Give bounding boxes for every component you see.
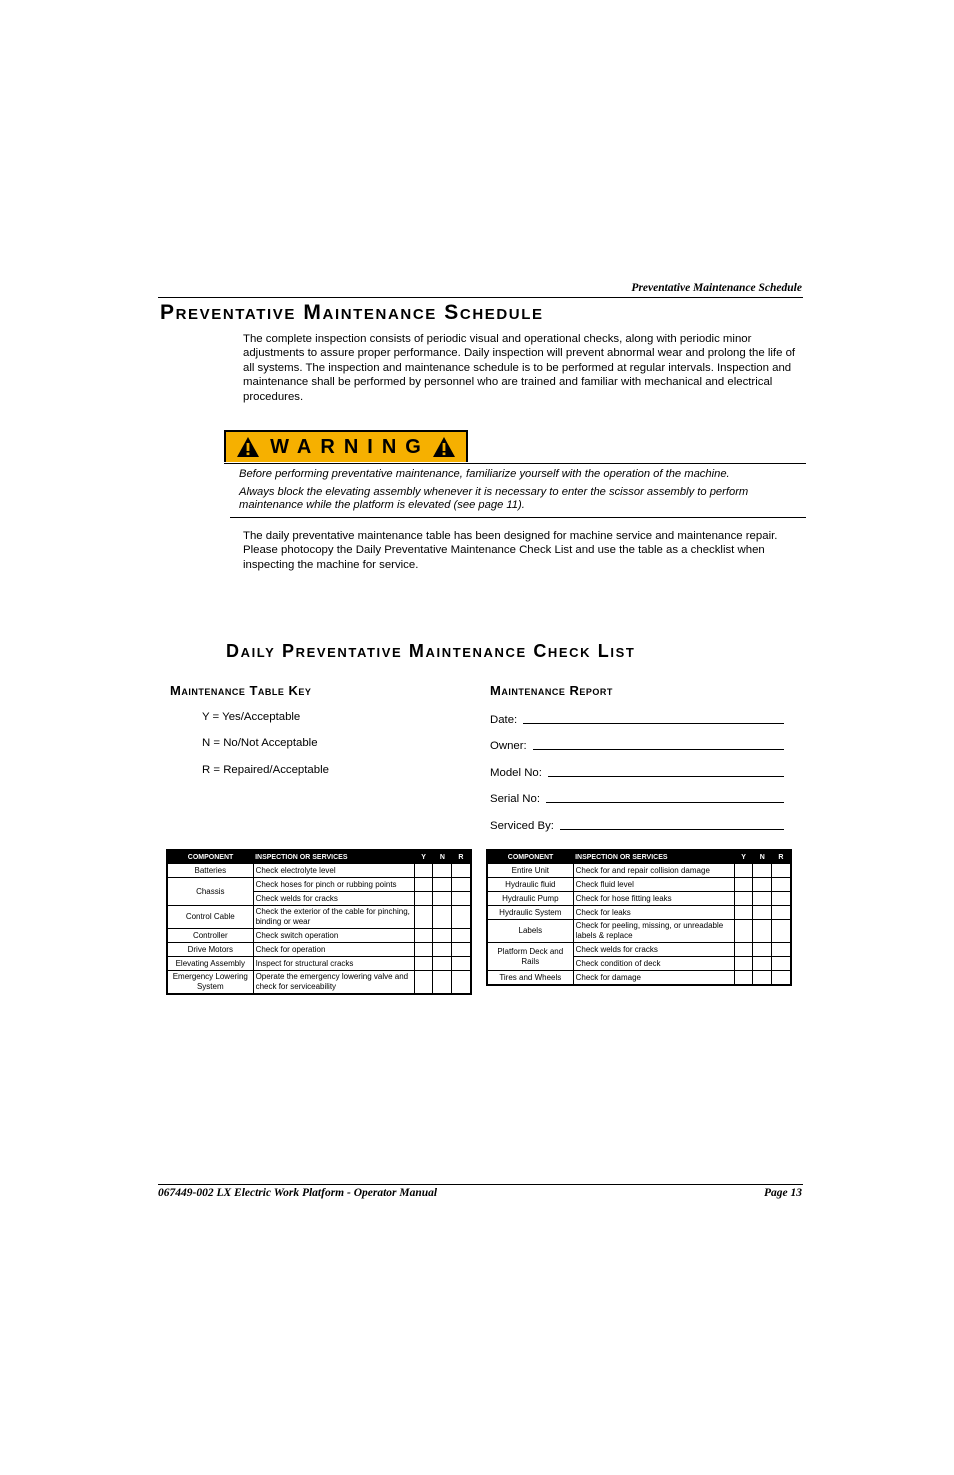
warning-triangle-icon	[432, 436, 456, 458]
inspection-cell: Check for peeling, missing, or unreadable labels & replace	[573, 920, 734, 943]
inspection-cell: Check condition of deck	[573, 957, 734, 971]
check-box-n[interactable]	[433, 929, 452, 943]
check-box-r[interactable]	[772, 906, 791, 920]
check-box-y[interactable]	[734, 864, 753, 878]
check-box-n[interactable]	[433, 878, 452, 892]
check-box-r[interactable]	[772, 864, 791, 878]
table-row	[487, 892, 791, 906]
check-box-y[interactable]	[734, 957, 753, 971]
component-cell: Platform Deck and Rails	[487, 943, 573, 971]
component-cell: Controller	[167, 929, 253, 943]
col-component: COMPONENT	[487, 850, 573, 864]
table-row	[167, 971, 471, 995]
check-box-r[interactable]	[452, 878, 471, 892]
table-row	[167, 864, 471, 878]
check-box-n[interactable]	[433, 957, 452, 971]
check-box-y[interactable]	[414, 929, 433, 943]
check-box-n[interactable]	[433, 971, 452, 995]
footer-rule	[158, 1184, 803, 1185]
component-cell: Labels	[487, 920, 573, 943]
warning-label: WARNING	[270, 435, 430, 458]
check-box-r[interactable]	[452, 971, 471, 995]
table-row	[487, 864, 791, 878]
component-cell: Drive Motors	[167, 943, 253, 957]
component-cell: Control Cable	[167, 906, 253, 929]
warning-rule-bottom	[230, 517, 806, 518]
check-box-y[interactable]	[734, 906, 753, 920]
inspection-cell: Check the exterior of the cable for pinching, binding or wear	[253, 906, 414, 929]
intro-paragraph: The complete inspection consists of periodic visual and operational checks, along with periodic minor adjustments to assure proper performance. Daily inspection will prevent abnormal wear and prolong the life of all systems. The inspection and maintenance schedule is to be performed at regular intervals. Inspection and maintenance shall be performed by personnel who are trained and familiar with mechanical and electrical procedures.	[243, 333, 796, 403]
running-header: Preventative Maintenance Schedule	[631, 282, 802, 294]
inspection-cell: Check for leaks	[573, 906, 734, 920]
table-row	[167, 943, 471, 957]
page-title: Preventative Maintenance Schedule	[160, 301, 544, 324]
report-field-label: Date:	[490, 714, 518, 726]
component-cell: Emergency Lowering System	[167, 971, 253, 995]
component-cell: Hydraulic fluid	[487, 878, 573, 892]
check-box-y[interactable]	[414, 957, 433, 971]
inspection-cell: Check switch operation	[253, 929, 414, 943]
table-row	[487, 971, 791, 986]
col-inspection: INSPECTION OR SERVICES	[573, 850, 734, 864]
table-row	[167, 906, 471, 929]
check-box-n[interactable]	[753, 892, 772, 906]
inspection-cell: Check for hose fitting leaks	[573, 892, 734, 906]
warning-text-2: Always block the elevating assembly whenever it is necessary to enter the scissor assembly to perform maintenance while the platform is elevated (see page 11).	[239, 486, 749, 511]
table-row	[167, 878, 471, 892]
table-row	[487, 906, 791, 920]
check-box-y[interactable]	[414, 971, 433, 995]
inspection-cell: Check electrolyte level	[253, 864, 414, 878]
component-cell: Hydraulic Pump	[487, 892, 573, 906]
header-rule	[158, 297, 803, 298]
check-box-r[interactable]	[772, 892, 791, 906]
inspection-cell: Check for operation	[253, 943, 414, 957]
check-box-n[interactable]	[433, 864, 452, 878]
checklist-table-right	[486, 849, 792, 986]
check-box-y[interactable]	[414, 878, 433, 892]
table-row	[487, 920, 791, 943]
inspection-cell: Inspect for structural cracks	[253, 957, 414, 971]
table-row	[487, 878, 791, 892]
check-box-y[interactable]	[734, 920, 753, 943]
check-box-y[interactable]	[414, 906, 433, 929]
check-box-y[interactable]	[414, 864, 433, 878]
report-field-owner[interactable]	[490, 736, 784, 752]
report-heading: Maintenance Report	[490, 683, 613, 698]
check-box-n[interactable]	[753, 878, 772, 892]
check-box-y[interactable]	[734, 878, 753, 892]
col-y: Y	[734, 850, 753, 864]
page-number: Page 13	[763, 1187, 802, 1199]
check-box-y[interactable]	[734, 892, 753, 906]
check-box-r[interactable]	[452, 957, 471, 971]
report-field-label: Model No:	[490, 767, 542, 779]
check-box-n[interactable]	[753, 906, 772, 920]
check-box-r[interactable]	[452, 943, 471, 957]
col-n: N	[753, 850, 772, 864]
check-box-n[interactable]	[753, 864, 772, 878]
check-box-y[interactable]	[734, 943, 753, 957]
inspection-cell: Check for damage	[573, 971, 734, 986]
check-box-r[interactable]	[772, 878, 791, 892]
report-field-date[interactable]	[490, 710, 784, 726]
component-cell: Entire Unit	[487, 864, 573, 878]
warning-banner	[224, 430, 468, 462]
inspection-cell: Check for and repair collision damage	[573, 864, 734, 878]
key-heading: Maintenance Table Key	[170, 683, 312, 698]
inspection-cell: Check welds for cracks	[573, 943, 734, 957]
report-field-serviced-by[interactable]	[490, 816, 784, 832]
table-row	[167, 929, 471, 943]
check-box-y[interactable]	[414, 943, 433, 957]
blank-line	[533, 749, 784, 750]
col-component: COMPONENT	[167, 850, 253, 864]
check-box-r[interactable]	[772, 971, 791, 986]
col-r: R	[452, 850, 471, 864]
checklist-table-left	[166, 849, 472, 995]
table-row	[487, 943, 791, 957]
checklist-title: Daily Preventative Maintenance Check List	[226, 641, 636, 661]
check-box-y[interactable]	[414, 892, 433, 906]
blank-line	[548, 776, 784, 777]
report-field-serial[interactable]	[490, 789, 784, 805]
check-box-n[interactable]	[753, 920, 772, 943]
inspection-cell: Check welds for cracks	[253, 892, 414, 906]
check-box-r[interactable]	[452, 929, 471, 943]
check-box-n[interactable]	[433, 892, 452, 906]
inspection-cell: Check hoses for pinch or rubbing points	[253, 878, 414, 892]
warning-rule-top	[224, 463, 806, 464]
key-item: R = Repaired/Acceptable	[202, 764, 329, 776]
component-cell: Chassis	[167, 878, 253, 906]
report-field-label: Serial No:	[490, 793, 541, 805]
check-box-n[interactable]	[753, 971, 772, 986]
check-box-n[interactable]	[753, 943, 772, 957]
report-field-label: Serviced By:	[490, 820, 554, 832]
check-box-r[interactable]	[772, 943, 791, 957]
component-cell: Batteries	[167, 864, 253, 878]
component-cell: Tires and Wheels	[487, 971, 573, 986]
inspection-cell: Check fluid level	[573, 878, 734, 892]
blank-line	[560, 829, 784, 830]
key-item: Y = Yes/Acceptable	[202, 711, 301, 723]
check-box-r[interactable]	[452, 892, 471, 906]
key-item: N = No/Not Acceptable	[202, 737, 318, 749]
footer-document-id: 067449-002 LX Electric Work Platform - Operator Manual	[158, 1187, 438, 1199]
blank-line	[523, 723, 784, 724]
check-box-y[interactable]	[734, 971, 753, 986]
check-box-n[interactable]	[433, 943, 452, 957]
check-box-n[interactable]	[433, 906, 452, 929]
warning-text-1: Before performing preventative maintenance, familiarize yourself with the operation of the machine.	[239, 468, 730, 480]
col-y: Y	[414, 850, 433, 864]
col-r: R	[772, 850, 791, 864]
check-box-r[interactable]	[452, 864, 471, 878]
report-field-label: Owner:	[490, 740, 527, 752]
component-cell: Elevating Assembly	[167, 957, 253, 971]
component-cell: Hydraulic System	[487, 906, 573, 920]
check-box-n[interactable]	[753, 957, 772, 971]
table-row	[167, 957, 471, 971]
inspection-cell: Operate the emergency lowering valve and check for serviceability	[253, 971, 414, 995]
check-box-r[interactable]	[772, 920, 791, 943]
report-field-model[interactable]	[490, 763, 784, 779]
col-inspection: INSPECTION OR SERVICES	[253, 850, 414, 864]
blank-line	[546, 802, 784, 803]
warning-triangle-icon	[236, 436, 260, 458]
col-n: N	[433, 850, 452, 864]
check-box-r[interactable]	[452, 906, 471, 929]
check-box-r[interactable]	[772, 957, 791, 971]
daily-paragraph: The daily preventative maintenance table has been designed for machine service and maintenance repair. Please photocopy the Daily Preventative Maintenance Check List and use the table as a checklist when inspecting the machine for service.	[243, 530, 778, 571]
